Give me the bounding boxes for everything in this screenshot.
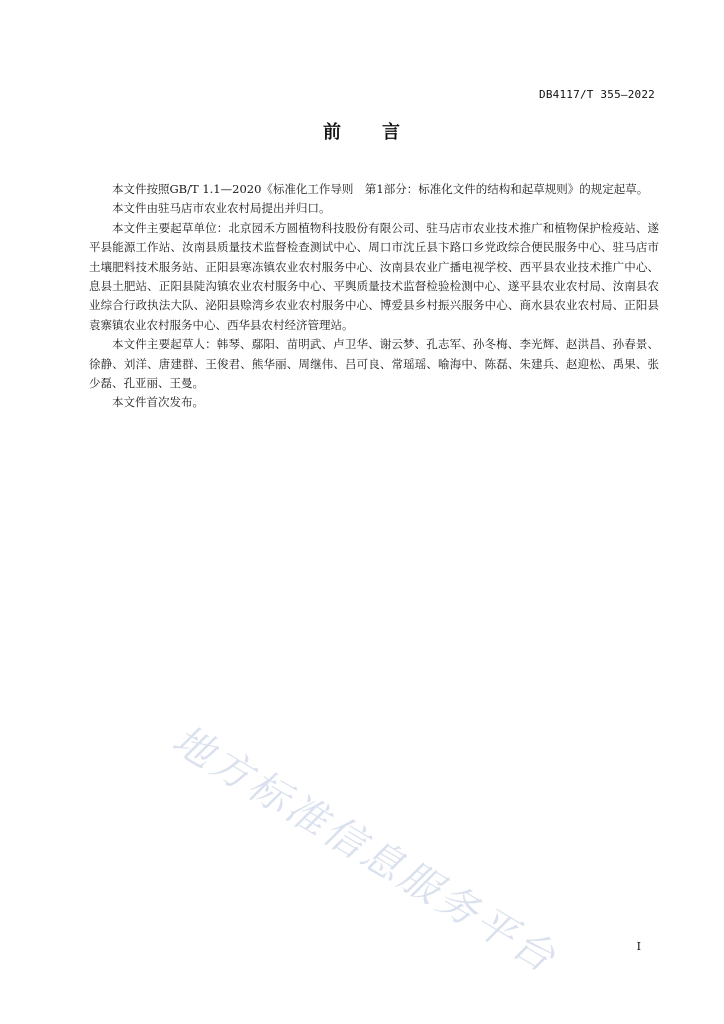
paragraph-drafting-basis: 本文件按照GB/T 1.1—2020《标准化工作导则 第1部分：标准化文件的结构和起草规则》的规定起草。 bbox=[112, 182, 649, 196]
page-title bbox=[0, 118, 724, 144]
document-id: DB4117/T 355—2022 bbox=[539, 88, 655, 101]
title-part-2: 言 bbox=[382, 122, 401, 143]
paragraph-proposer: 本文件由驻马店市农业农村局提出并归口。 bbox=[112, 201, 331, 216]
paragraph-drafters: 本文件主要起草人：韩琴、鄢阳、苗明武、卢卫华、谢云梦、孔志军、孙冬梅、李光辉、赵洪昌、孙春景、徐静、刘洋、唐建群、王俊君、熊华丽、周继伟、吕可良、常瑶瑶、喻海中、陈磊、朱建兵、赵迎松、禹果、张少磊、孔亚丽、王曼。 bbox=[89, 337, 659, 391]
page-number: I bbox=[636, 940, 641, 953]
title-part-1: 前 bbox=[323, 122, 342, 143]
foreword-body bbox=[89, 180, 659, 413]
paragraph-first-release: 本文件首次发布。 bbox=[112, 395, 204, 410]
watermark: 地方标准信息服务平台 bbox=[164, 716, 566, 983]
paragraph-drafting-units: 本文件主要起草单位：北京园禾方圆植物科技股份有限公司、驻马店市农业技术推广和植物保护检疫站、遂平县能源工作站、汝南县质量技术监督检查测试中心、周口市沈丘县卞路口乡党政综合便民服务中心、驻马店市土壤肥料技术服务站、正阳县寒冻镇农业农村服务中心、汝南县农业广播电视学校、西平县农业技术推广中心、息县土肥站、正阳县陡沟镇农业农村服务中心、平舆质量技术监督检验检测中心、遂平县农业农村局、汝南县农业综合行政执法大队、泌阳县赊湾乡农业农村服务中心、博爱县乡村振兴服务中心、商水县农业农村局、正阳县袁寨镇农业农村服务中心、西华县农村经济管理站。 bbox=[89, 220, 659, 332]
